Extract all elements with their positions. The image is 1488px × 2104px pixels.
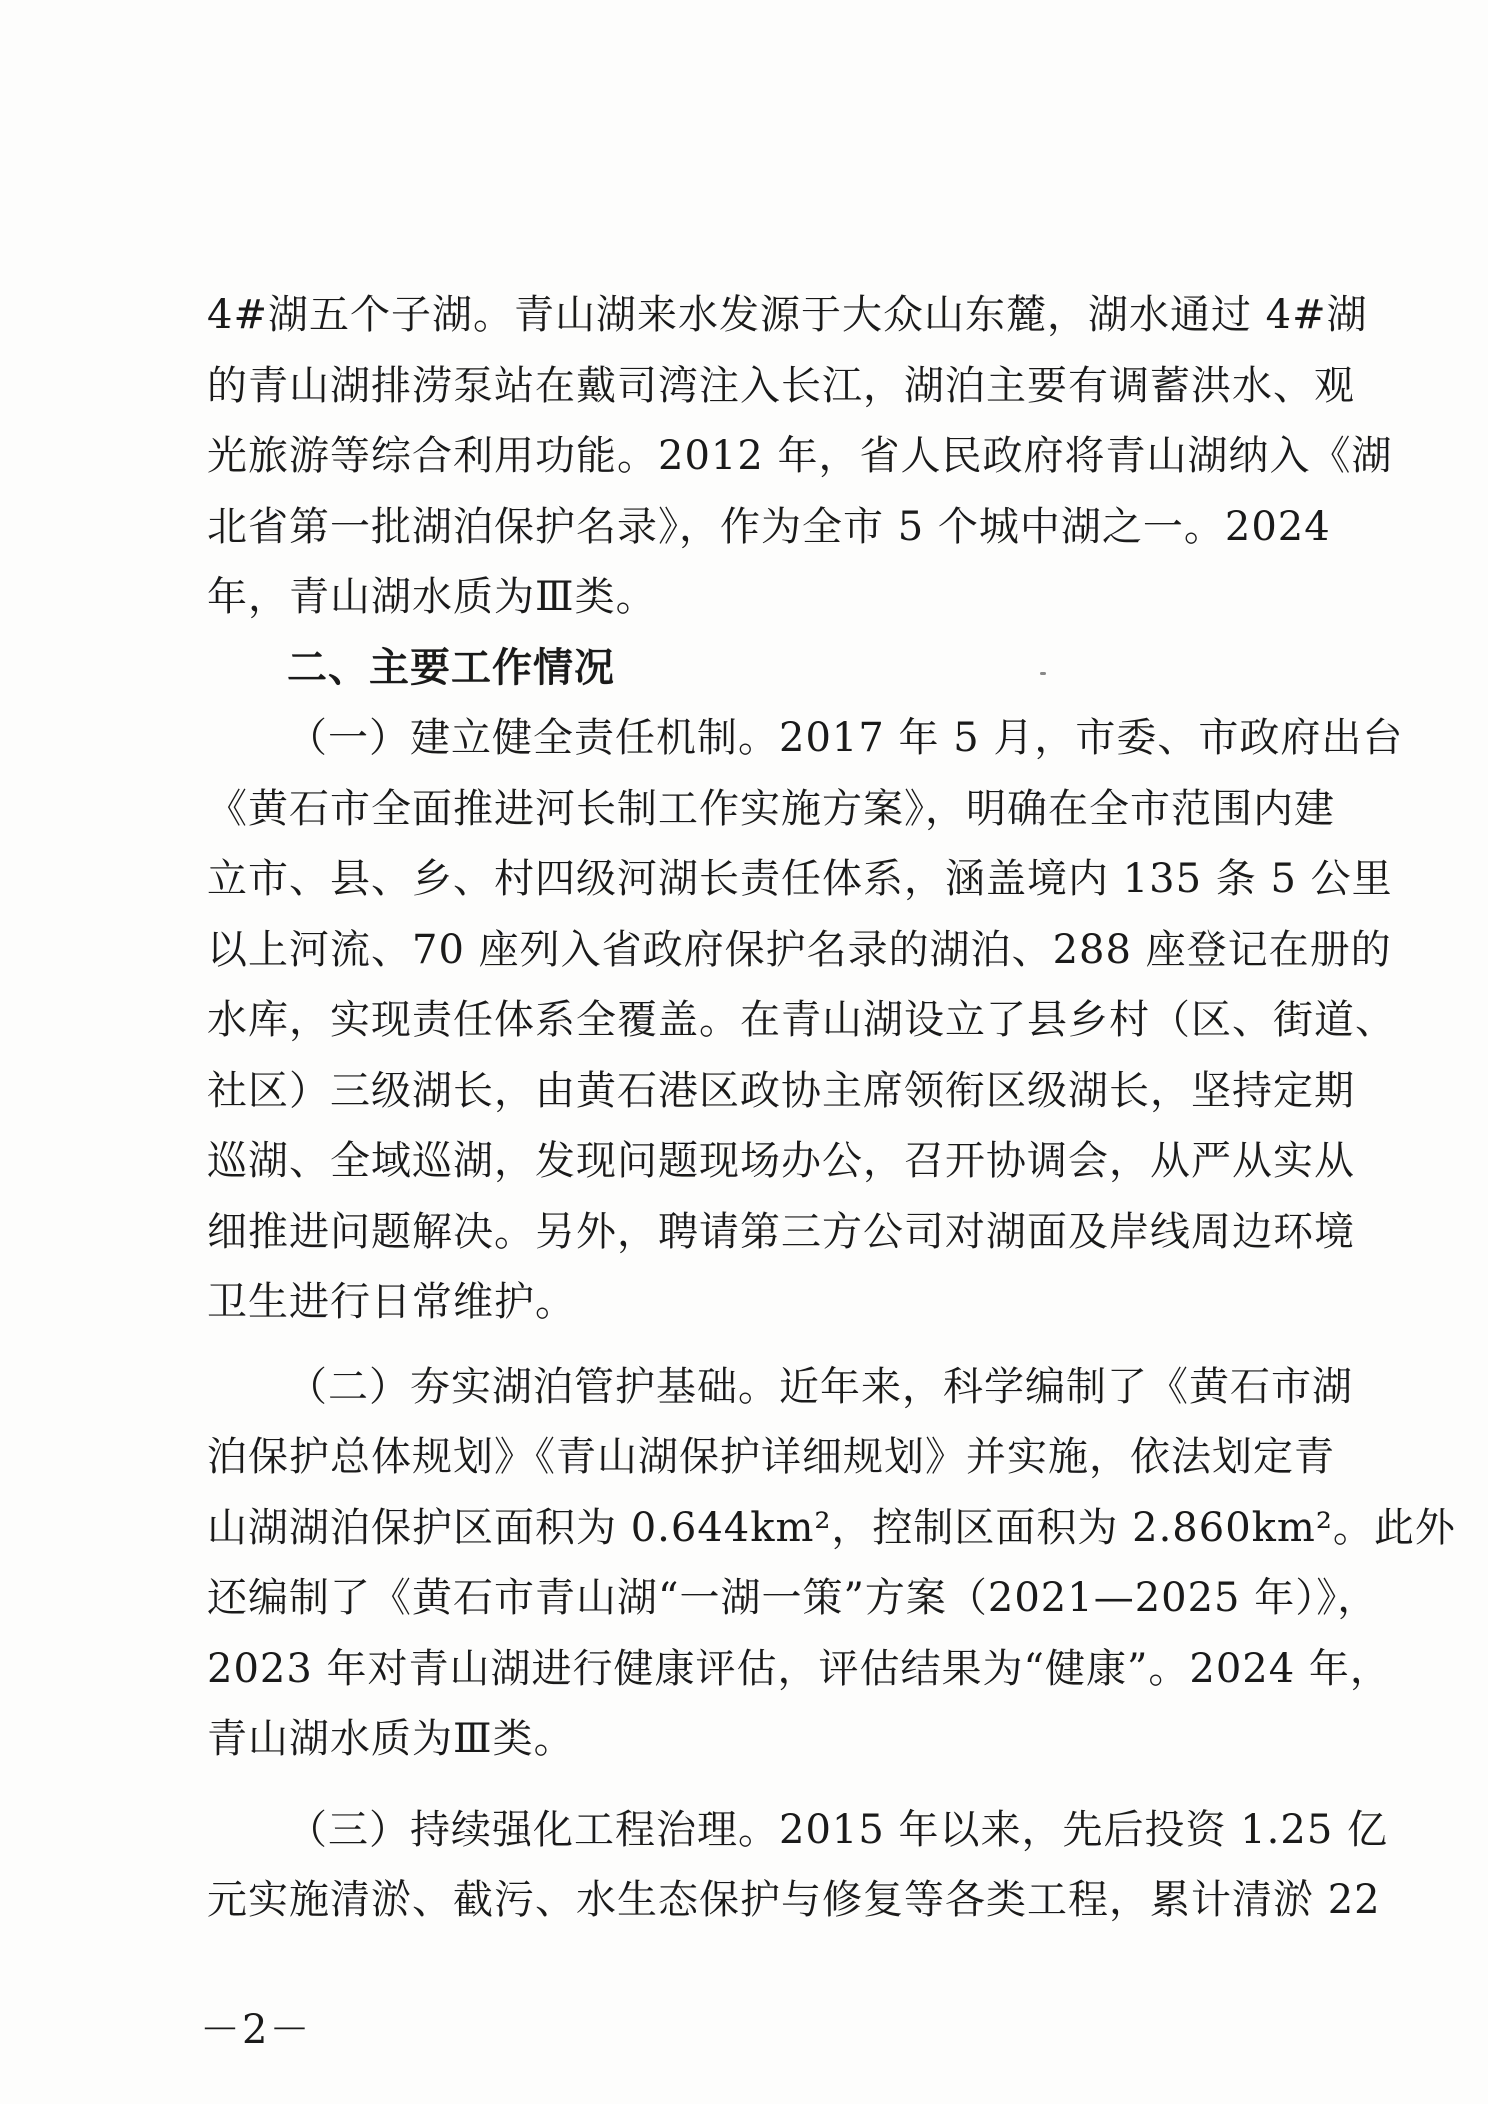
page-number: －2－ <box>200 2007 312 2053</box>
paragraph-line: 山湖湖泊保护区面积为 0.644km²，控制区面积为 2.860km²。此外 <box>207 1504 1456 1551</box>
paragraph-line: 2023 年对青山湖进行健康评估，评估结果为“健康”。2024 年， <box>207 1645 1391 1692</box>
paragraph-line: 《黄石市全面推进河长制工作实施方案》，明确在全市范围内建 <box>207 785 1335 832</box>
paragraph-line: 青山湖水质为Ⅲ类。 <box>207 1716 575 1762</box>
document-body <box>207 280 1456 1936</box>
paragraph-line: 年，青山湖水质为Ⅲ类。 <box>207 574 657 620</box>
paragraph-line: 卫生进行日常维护。 <box>207 1279 576 1325</box>
paragraph-line: 光旅游等综合利用功能。2012 年，省人民政府将青山湖纳入《湖 <box>207 433 1393 479</box>
paragraph-line: （二）夯实湖泊管护基础。近年来，科学编制了《黄石市湖 <box>287 1363 1353 1410</box>
paragraph-line: 泊保护总体规划》《青山湖保护详细规划》并实施，依法划定青 <box>207 1434 1335 1480</box>
paragraph-line: （一）建立健全责任机制。2017 年 5 月，市委、市政府出台 <box>287 715 1404 761</box>
paragraph-line: 以上河流、70 座列入省政府保护名录的湖泊、288 座登记在册的 <box>207 926 1392 973</box>
paragraph-line: 巡湖、全域巡湖，发现问题现场办公，召开协调会，从严从实从 <box>207 1138 1355 1184</box>
paragraph-line: 的青山湖排涝泵站在戴司湾注入长江，湖泊主要有调蓄洪水、观 <box>207 362 1355 409</box>
paragraph-line: 北省第一批湖泊保护名录》，作为全市 5 个城中湖之一。2024 <box>207 503 1331 550</box>
paragraph-line: 4#湖五个子湖。青山湖来水发源于大众山东麓，湖水通过 4#湖 <box>207 292 1368 338</box>
paragraph-line: 水库，实现责任体系全覆盖。在青山湖设立了县乡村（区、街道、 <box>207 997 1396 1043</box>
paragraph-line: （三）持续强化工程治理。2015 年以来，先后投资 1.25 亿 <box>287 1806 1389 1853</box>
paragraph-line: 立市、县、乡、村四级河湖长责任体系，涵盖境内 135 条 5 公里 <box>207 856 1393 902</box>
paragraph-line: 社区）三级湖长，由黄石港区政协主席领衔区级湖长，坚持定期 <box>207 1067 1355 1114</box>
paragraph-line: 元实施清淤、截污、水生态保护与修复等各类工程，累计清淤 22 <box>207 1877 1381 1923</box>
paragraph-line: 还编制了《黄石市青山湖“一湖一策”方案（2021—2025 年）》， <box>207 1575 1379 1621</box>
paragraph-line: 细推进问题解决。另外，聘请第三方公司对湖面及岸线周边环境 <box>207 1208 1355 1255</box>
section-heading: 二、主要工作情况 <box>287 644 615 691</box>
